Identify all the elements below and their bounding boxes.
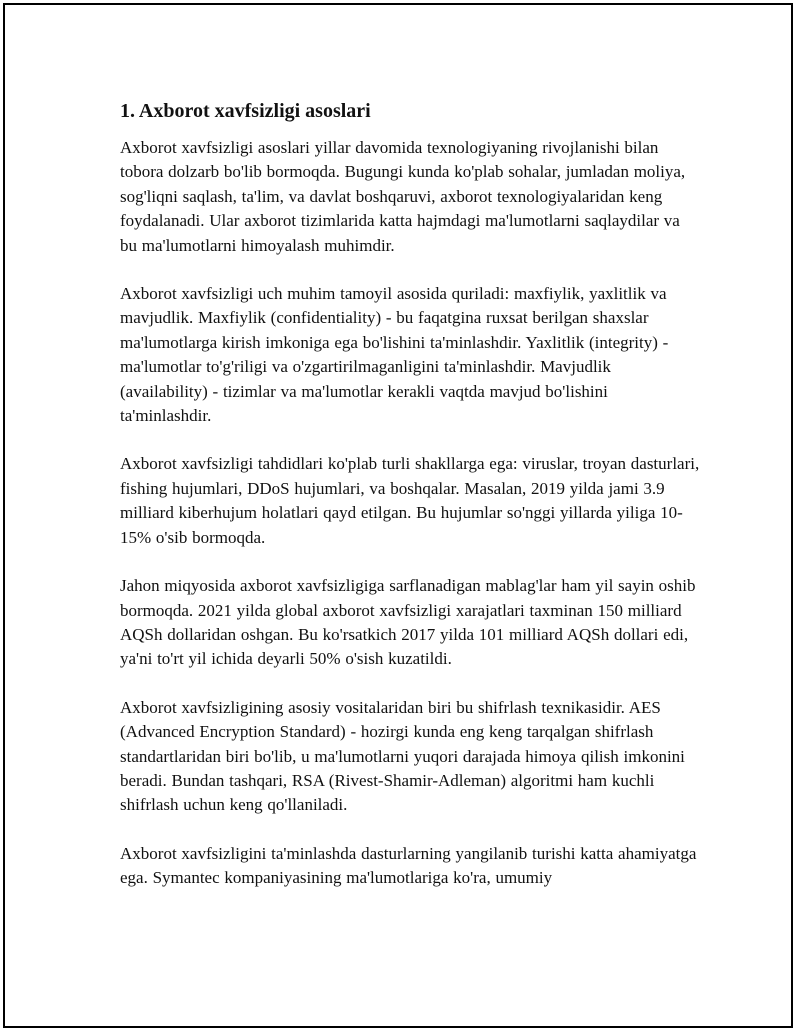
paragraph-intro: Axborot xavfsizligi asoslari yillar davomida texnologiyaning rivojlanishi bilan tobora dolzarb bo'lib bormoqda. Bugungi kunda ko'plab sohalar, jumladan moliya, sog'liqni saqlash, ta'lim, va davlat boshqaruvi, axborot texnologiyalaridan keng foydalanadi. Ular axborot tizimlarida katta hajmdagi ma'lumotlarni saqlaydilar va bu ma'lumotlarni himoyalash muhimdir. bbox=[120, 138, 686, 255]
paragraph-threats: Axborot xavfsizligi tahdidlari ko'plab turli shakllarga ega: viruslar, troyan dasturlari, fishing hujumlari, DDoS hujumlari, va boshqalar. Masalan, 2019 yilda jami 3.9 milliard kiberhujum holatlari qayd etilgan. Bu hujumlar so'nggi yillarda yiliga 10-15% o'sib bormoqda. bbox=[120, 454, 700, 547]
paragraph-spending: Jahon miqyosida axborot xavfsizligiga sarflanadigan mablag'lar ham yil sayin oshib bormoqda. 2021 yilda global axborot xavfsizligi xarajatlari taxminan 150 milliard AQSh dollaridan oshgan. Bu ko'rsatkich 2017 yilda 101 milliard AQSh dollari edi, ya'ni to'rt yil ichida deyarli 50% o'sish kuzatildi. bbox=[120, 576, 696, 669]
section-heading: 1. Axborot xavfsizligi asoslari bbox=[120, 100, 371, 122]
paragraph-principles: Axborot xavfsizligi uch muhim tamoyil asosida quriladi: maxfiylik, yaxlitlik va mavjudlik. Maxfiylik (confidentiality) - bu faqatgina ruxsat berilgan shaxslar ma'lumotlarga kirish imkoniga ega bo'lishini ta'minlashdir. Yaxlitlik (integrity) - ma'lumotlar to'g'riligi va o'zgartirilmaganligini ta'minlashdir. Mavjudlik (availability) - tizimlar va ma'lumotlar kerakli vaqtda mavjud bo'lishini ta'minlashdir. bbox=[120, 284, 669, 426]
document-body bbox=[120, 98, 700, 915]
paragraph-updates: Axborot xavfsizligini ta'minlashda dasturlarning yangilanib turishi katta ahamiyatga ega. Symantec kompaniyasining ma'lumotlariga ko'ra, umumiy bbox=[120, 843, 697, 888]
page-frame bbox=[3, 3, 793, 1028]
paragraph-encryption: Axborot xavfsizligining asosiy vositalaridan biri bu shifrlash texnikasidir. AES (Advanced Encryption Standard) - hozirgi kunda eng keng tarqalgan shifrlash standartlaridan biri bo'lib, u ma'lumotlarni yuqori darajada himoya qilish imkonini beradi. Bundan tashqari, RSA (Rivest-Shamir-Adleman) algoritmi ham kuchli shifrlash uchun keng qo'llaniladi. bbox=[120, 697, 685, 815]
